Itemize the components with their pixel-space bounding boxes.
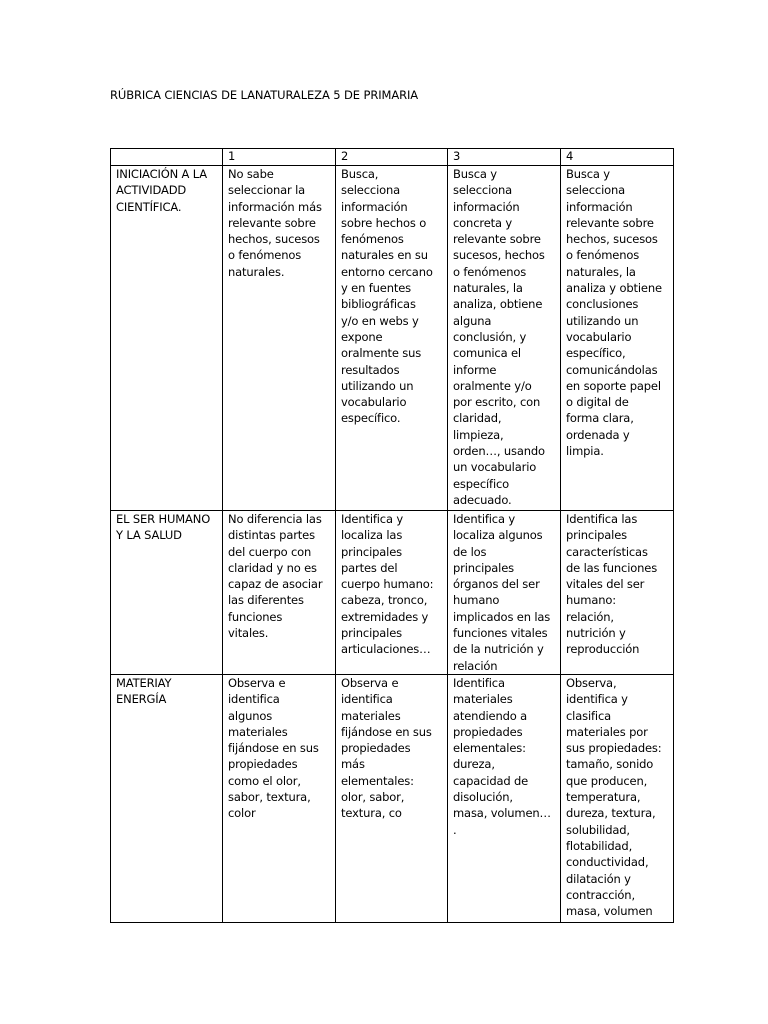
header-cell-level-3: 3: [448, 149, 561, 166]
document-title: RÚBRICA CIENCIAS DE LANATURALEZA 5 DE PRIMARIA: [110, 88, 419, 102]
category-cell: INICIACIÓN A LA ACTIVIDADD CIENTÍFICA.: [111, 166, 223, 511]
table-row: [111, 675, 674, 923]
header-cell-category: [111, 149, 223, 166]
rubric-table: [110, 148, 674, 923]
header-cell-level-1: 1: [223, 149, 336, 166]
level-cell: Observa e identifica algunos materiales fijándose en sus propiedades como el olor, sabor, textura, color: [223, 675, 336, 923]
level-cell: Identifica las principales características de las funciones vitales del ser humano: relación, nutrición y reproducción: [561, 511, 674, 675]
table-row: [111, 166, 674, 511]
level-cell: Identifica y localiza algunos de los principales órganos del ser humano implicados en las funciones vitales de la nutrición y relación: [448, 511, 561, 675]
level-cell: Busca, selecciona información sobre hechos o fenómenos naturales en su entorno cercano y en fuentes bibliográficas y/o en webs y expone oralmente sus resultados utilizando un vocabulario específico.: [336, 166, 448, 511]
level-cell: Busca y selecciona información relevante sobre hechos, sucesos o fenómenos naturales, la analiza y obtiene conclusiones utilizando un vocabulario específico, comunicándolas en soporte papel o digital de forma clara, ordenada y limpia.: [561, 166, 674, 511]
table-row: [111, 511, 674, 675]
category-cell: MATERIAY ENERGÍA: [111, 675, 223, 923]
header-cell-level-4: 4: [561, 149, 674, 166]
level-cell: No sabe seleccionar la información más relevante sobre hechos, sucesos o fenómenos naturales.: [223, 166, 336, 511]
header-cell-level-2: 2: [336, 149, 448, 166]
level-cell: Identifica materiales atendiendo a propiedades elementales: dureza, capacidad de disolución, masa, volumen… .: [448, 675, 561, 923]
level-cell: Observa, identifica y clasifica materiales por sus propiedades: tamaño, sonido que producen, temperatura, dureza, textura, solubilidad, flotabilidad, conductividad, dilatación y contracción, masa, volumen: [561, 675, 674, 923]
level-cell: Busca y selecciona información concreta y relevante sobre sucesos, hechos o fenómenos naturales, la analiza, obtiene alguna conclusión, y comunica el informe oralmente y/o por escrito, con claridad, limpieza, orden…, usando un vocabulario específico adecuado.: [448, 166, 561, 511]
level-cell: Observa e identifica materiales fijándose en sus propiedades más elementales: olor, sabor, textura, co: [336, 675, 448, 923]
level-cell: Identifica y localiza las principales partes del cuerpo humano: cabeza, tronco, extremidades y principales articulaciones…: [336, 511, 448, 675]
header-row: [111, 149, 674, 166]
level-cell: No diferencia las distintas partes del cuerpo con claridad y no es capaz de asociar las diferentes funciones vitales.: [223, 511, 336, 675]
category-cell: EL SER HUMANO Y LA SALUD: [111, 511, 223, 675]
